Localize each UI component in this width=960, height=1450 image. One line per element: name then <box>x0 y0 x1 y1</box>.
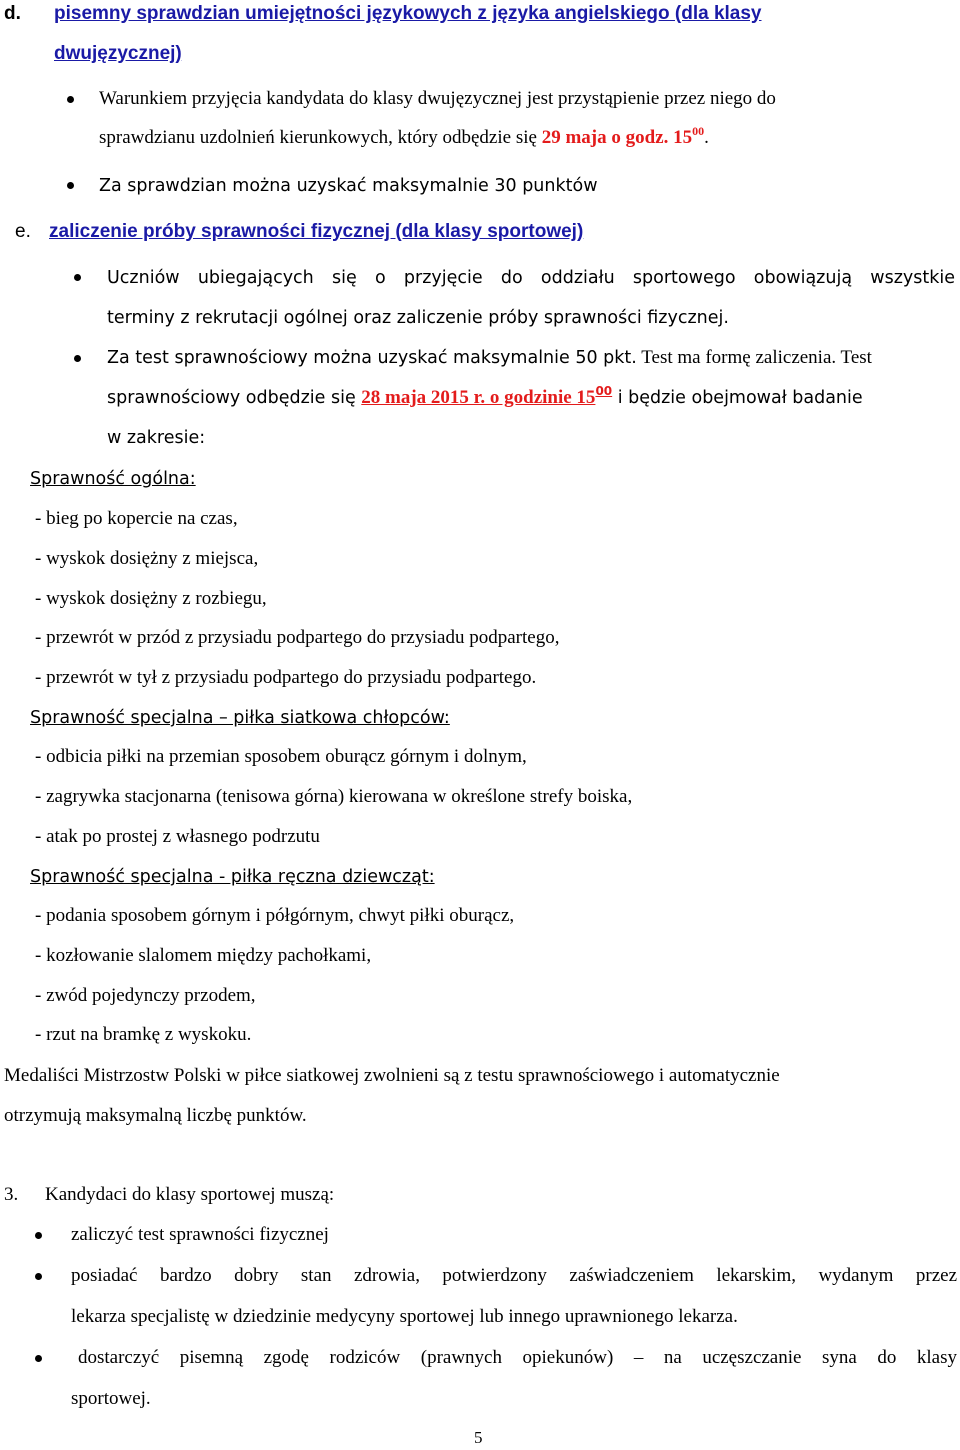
bullet-icon <box>74 355 81 362</box>
section-e-test-text: sprawnościowy odbędzie się <box>107 388 362 408</box>
section-d-bullet2: Za sprawdzian można uzyskać maksymalnie 30 punktów <box>99 176 598 196</box>
volleyball-item-3: - atak po prostej z własnego podrzutu <box>35 826 320 847</box>
medalists-line1: Medaliści Mistrzostw Polski w piłce siatkowej zwolnieni są z testu sprawnościowego i automatycznie <box>4 1065 780 1086</box>
bullet-icon <box>74 274 81 281</box>
section-3-bullet1: zaliczyć test sprawności fizycznej <box>71 1224 329 1245</box>
section-d-heading-line1: pisemny sprawdzian umiejętności językowych z języka angielskiego (dla klasy <box>54 3 762 24</box>
section-e-bullet2-line3: w zakresie: <box>107 428 206 448</box>
bullet-icon <box>35 1355 42 1362</box>
bullet-icon <box>67 96 74 103</box>
section-e-bullet2-line1 <box>107 346 872 370</box>
page-number: 5 <box>474 1428 483 1447</box>
general-item-2: - wyskok dosiężny z miejsca, <box>35 548 259 569</box>
section-e-bullet1-line1: Uczniów ubiegających się o przyjęcie do oddziału sportowego obowiązują wszystkie <box>107 268 955 288</box>
section-d-bullet1-line2 <box>99 126 709 150</box>
medalists-line2: otrzymują maksymalną liczbę punktów. <box>4 1105 307 1126</box>
bullet-icon <box>67 182 74 189</box>
section-e-bullet1-line2: terminy z rekrutacji ogólnej oraz zaliczenie próby sprawności fizycznej. <box>107 308 729 328</box>
handball-item-2: - kozłowanie slalomem między pachołkami, <box>35 945 372 966</box>
section-d-bullet1-end: . <box>704 127 709 148</box>
volleyball-heading: Sprawność specjalna – piłka siatkowa chłopców: <box>30 708 450 728</box>
section-d-exam-time-sup: 00 <box>692 124 705 138</box>
general-item-1: - bieg po kopercie na czas, <box>35 508 238 529</box>
section-d-exam-date: 29 maja o godz. 15 <box>541 127 693 148</box>
section-e-max-points: Za test sprawnościowy można uzyskać maksymalnie 50 pkt. <box>107 348 637 368</box>
section-3-marker: 3. <box>4 1184 19 1205</box>
section-e-bullet2-line2 <box>107 386 863 410</box>
section-d-marker: d. <box>4 3 21 24</box>
section-e-heading: zaliczenie próby sprawności fizycznej (dla klasy sportowej) <box>49 221 584 242</box>
section-d-heading-line2: dwujęzycznej) <box>54 43 182 64</box>
section-e-marker: e. <box>15 221 31 242</box>
section-3-bullet2-line2: lekarza specjalistę w dziedzinie medycyny sportowej lub innego uprawnionego lekarza. <box>71 1306 738 1327</box>
section-e-test-continuation: i będzie obejmował badanie <box>612 388 863 408</box>
handball-item-1: - podania sposobem górnym i półgórnym, chwyt piłki oburącz, <box>35 905 515 926</box>
section-e-test-date: 28 maja 2015 r. o godzinie 15 <box>361 387 596 408</box>
volleyball-item-2: - zagrywka stacjonarna (tenisowa górna) kierowana w określone strefy boiska, <box>35 786 633 807</box>
general-fitness-heading: Sprawność ogólna: <box>30 469 196 489</box>
bullet-icon <box>35 1232 42 1239</box>
handball-heading: Sprawność specjalna - piłka ręczna dziewcząt: <box>30 867 435 887</box>
section-e-test-time-sup: 00 <box>595 384 613 398</box>
section-e-test-form: Test ma formę zaliczenia. Test <box>636 347 872 368</box>
handball-item-3: - zwód pojedynczy przodem, <box>35 985 256 1006</box>
general-item-4: - przewrót w przód z przysiadu podpartego do przysiadu podpartego, <box>35 627 560 648</box>
section-3-bullet3-line1: dostarczyć pisemną zgodę rodziców (prawnych opiekunów) – na uczęszczanie syna do klasy <box>78 1347 957 1368</box>
section-3-bullet3-line2: sportowej. <box>71 1388 151 1409</box>
section-3-heading: Kandydaci do klasy sportowej muszą: <box>45 1184 335 1205</box>
section-3-bullet2-line1: posiadać bardzo dobry stan zdrowia, potwierdzony zaświadczeniem lekarskim, wydanym przez <box>71 1265 957 1286</box>
handball-item-4: - rzut na bramkę z wyskoku. <box>35 1024 252 1045</box>
section-d-bullet1-text: sprawdzianu uzdolnień kierunkowych, który odbędzie się <box>99 127 542 148</box>
general-item-3: - wyskok dosiężny z rozbiegu, <box>35 588 267 609</box>
volleyball-item-1: - odbicia piłki na przemian sposobem oburącz górnym i dolnym, <box>35 746 527 767</box>
bullet-icon <box>35 1273 42 1280</box>
general-item-5: - przewrót w tył z przysiadu podpartego do przysiadu podpartego. <box>35 667 537 688</box>
section-d-bullet1-line1: Warunkiem przyjęcia kandydata do klasy dwujęzycznej jest przystąpienie przez niego do <box>99 88 776 109</box>
